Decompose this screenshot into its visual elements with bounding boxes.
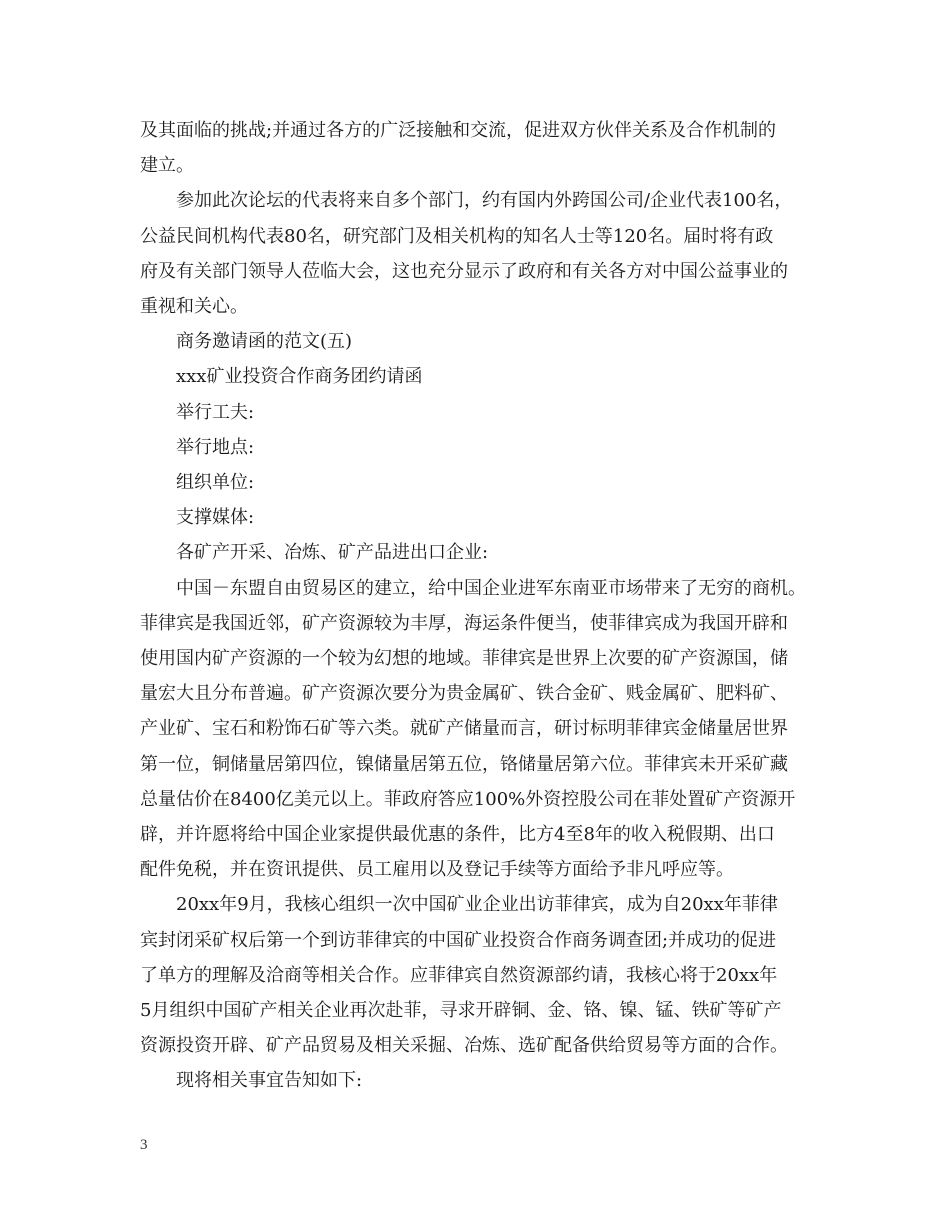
text-line: 资源投资开辟、矿产品贸易及相关采掘、冶炼、选矿配备供给贸易等方面的合作。 — [140, 1035, 788, 1057]
text-line: 总量估价在8400亿美元以上。菲政府答应100%外资控股公司在菲处置矿产资源开 — [140, 788, 796, 810]
text-line: 使用国内矿产资源的一个较为幻想的地域。菲律宾是世界上次要的矿产资源国，储 — [140, 648, 788, 670]
text-line: 支撑媒体: — [176, 507, 255, 529]
paragraph-notice — [140, 1063, 812, 1098]
text-line: 宾封闭采矿权后第一个到访菲律宾的中国矿业投资合作商务调查团;并成功的促进 — [140, 929, 777, 951]
text-line: 参加此次论坛的代表将来自多个部门，约有国内外跨国公司/企业代表100名， — [176, 190, 793, 212]
field-media — [140, 500, 812, 535]
text-line: 量宏大且分布普遍。矿产资源次要分为贵金属矿、铁合金矿、贱金属矿、肥料矿、 — [140, 683, 788, 705]
text-line: 公益民间机构代表80名，研究部门及相关机构的知名人士等120名。届时将有政 — [140, 225, 774, 247]
text-line: 组织单位: — [176, 472, 255, 494]
text-line: 现将相关事宜告知如下: — [176, 1070, 363, 1092]
paragraph-history — [140, 887, 812, 1063]
text-line: 举行地点: — [176, 436, 255, 458]
field-time — [140, 395, 812, 430]
paragraph-continuation — [140, 113, 812, 183]
paragraph-attendees — [140, 183, 812, 324]
text-line: 了单方的理解及洽商等相关合作。应菲律宾自然资源部约请，我核心将于20xx年 — [140, 964, 778, 986]
field-organizer — [140, 465, 812, 500]
document-body — [140, 113, 812, 1099]
text-line: 及其面临的挑战;并通过各方的广泛接触和交流，促进双方伙伴关系及合作机制的 — [140, 120, 777, 141]
text-line: 菲律宾是我国近邻，矿产资源较为丰厚，海运条件便当，使菲律宾成为我国开辟和 — [140, 612, 788, 634]
field-location — [140, 430, 812, 465]
text-line: 第一位，铜储量居第四位，镍储量居第五位，铬储量居第六位。菲律宾未开采矿藏 — [140, 753, 788, 775]
salutation — [140, 535, 812, 570]
text-line: xxx矿业投资合作商务团约请函 — [176, 366, 423, 388]
text-line: 20xx年9月，我核心组织一次中国矿业企业出访菲律宾，成为自20xx年菲律 — [176, 894, 778, 916]
text-line: 建立。 — [140, 155, 194, 177]
text-line: 配件免税，并在资讯提供、员工雇用以及登记手续等方面给予非凡呼应等。 — [140, 859, 734, 881]
letter-title — [140, 359, 812, 394]
text-line: 产业矿、宝石和粉饰石矿等六类。就矿产储量而言，研讨标明菲律宾金储量居世界 — [140, 718, 788, 740]
text-line: 重视和关心。 — [140, 296, 248, 318]
text-line: 5月组织中国矿产相关企业再次赴菲，寻求开辟铜、金、铬、镍、锰、铁矿等矿产 — [140, 1000, 782, 1022]
text-line: 举行工夫: — [176, 401, 255, 423]
text-line: 商务邀请函的范文(五) — [176, 331, 353, 353]
text-line: 中国－东盟自由贸易区的建立，给中国企业进军东南亚市场带来了无穷的商机。 — [176, 577, 806, 599]
text-line: 各矿产开采、冶炼、矿产品进出口企业: — [176, 542, 489, 564]
section-heading — [140, 324, 812, 359]
text-line: 辟，并许愿将给中国企业家提供最优惠的条件，比方4至8年的收入税假期、出口 — [140, 824, 775, 846]
text-line: 府及有关部门领导人莅临大会，这也充分显示了政府和有关各方对中国公益事业的 — [140, 260, 788, 282]
paragraph-background — [140, 571, 812, 888]
page-number: 3 — [140, 1137, 148, 1153]
